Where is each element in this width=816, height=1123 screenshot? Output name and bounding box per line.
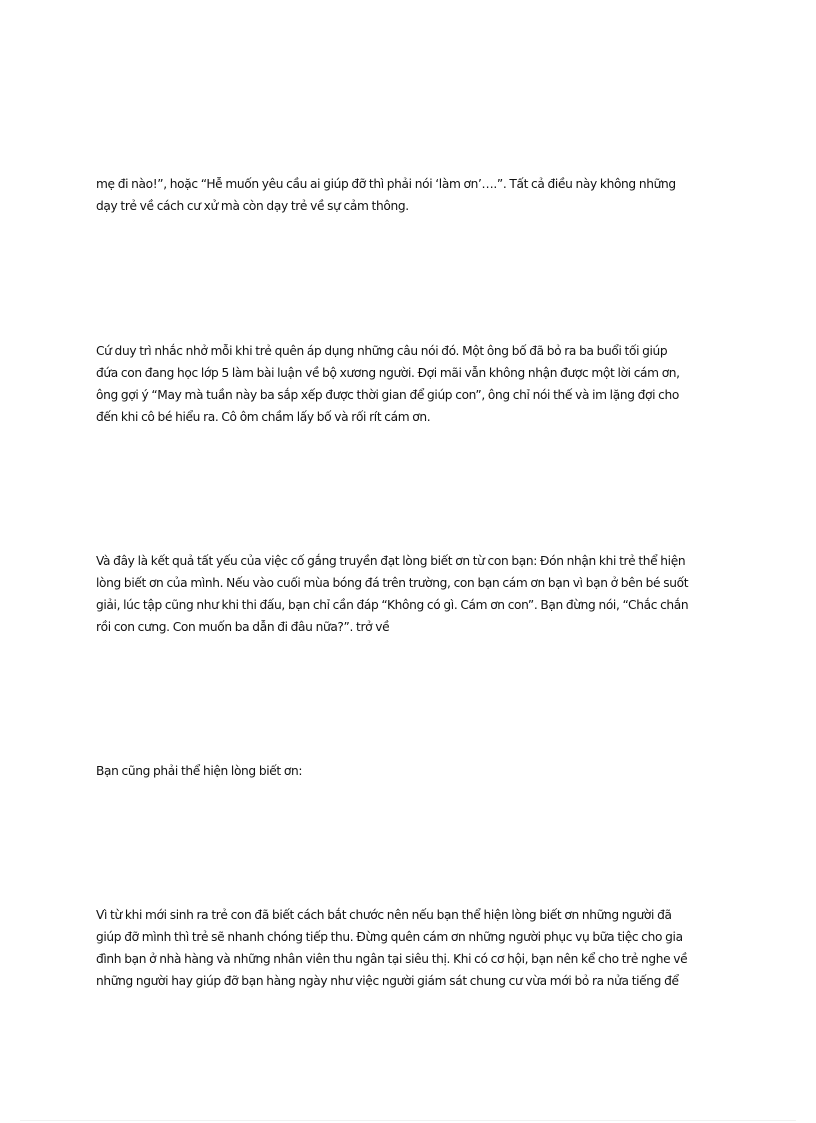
paragraph-4-line-1: Bạn cũng phải thể hiện lòng biết ơn: [96,764,303,778]
page-bottom-divider [20,1120,796,1121]
paragraph-5-line-4: những người hay giúp đỡ bạn hàng ngày như việc người giám sát chung cư vừa mới bỏ ra nửa tiếng để [96,974,679,988]
paragraph-5-line-3: đình bạn ở nhà hàng và những nhân viên thu ngân tại siêu thị. Khi có cơ hội, bạn nên kể cho trẻ nghe về [96,952,688,966]
paragraph-3-line-3: giải, lúc tập cũng như khi thi đấu, bạn chỉ cần đáp “Không có gì. Cám ơn con”. Bạn đừng nói, “Chắc chắn [96,598,689,612]
paragraph-3-line-2: lòng biết ơn của mình. Nếu vào cuối mùa bóng đá trên trường, con bạn cám ơn bạn vì bạn ở bên bé suốt [96,576,689,590]
paragraph-2-line-4: đến khi cô bé hiểu ra. Cô ôm chầm lấy bố và rối rít cám ơn. [96,410,431,424]
paragraph-2-line-2: đứa con đang học lớp 5 làm bài luận về bộ xương người. Đợi mãi vẫn không nhận được một lời cám ơn, [96,366,680,380]
paragraph-3-line-4: rồi con cưng. Con muốn ba dẫn đi đâu nữa?”. trở về [96,620,390,634]
paragraph-2-line-3: ông gợi ý “May mà tuần này ba sắp xếp được thời gian để giúp con”, ông chỉ nói thế và im lặng đợi cho [96,388,680,402]
paragraph-5-line-2: giúp đỡ mình thì trẻ sẽ nhanh chóng tiếp thu. Đừng quên cám ơn những người phục vụ bữa tiệc cho gia [96,930,683,944]
paragraph-2 [96,340,736,428]
paragraph-3-line-1: Và đây là kết quả tất yếu của việc cố gắng truyền đạt lòng biết ơn từ con bạn: Đón nhận khi trẻ thể hiện [96,554,686,568]
paragraph-1 [96,173,736,217]
paragraph-4 [96,760,736,782]
paragraph-5 [96,904,736,992]
paragraph-2-line-1: Cứ duy trì nhắc nhở mỗi khi trẻ quên áp dụng những câu nói đó. Một ông bố đã bỏ ra ba buổi tối giúp [96,344,668,358]
paragraph-1-line-1: mẹ đi nào!”, hoặc “Hễ muốn yêu cầu ai giúp đỡ thì phải nói ‘làm ơn’….”. Tất cả điều này không những [96,177,676,191]
paragraph-5-line-1: Vì từ khi mới sinh ra trẻ con đã biết cách bắt chước nên nếu bạn thể hiện lòng biết ơn những người đã [96,908,672,922]
paragraph-1-line-2: dạy trẻ về cách cư xử mà còn dạy trẻ về sự cảm thông. [96,199,409,213]
paragraph-3 [96,550,736,638]
